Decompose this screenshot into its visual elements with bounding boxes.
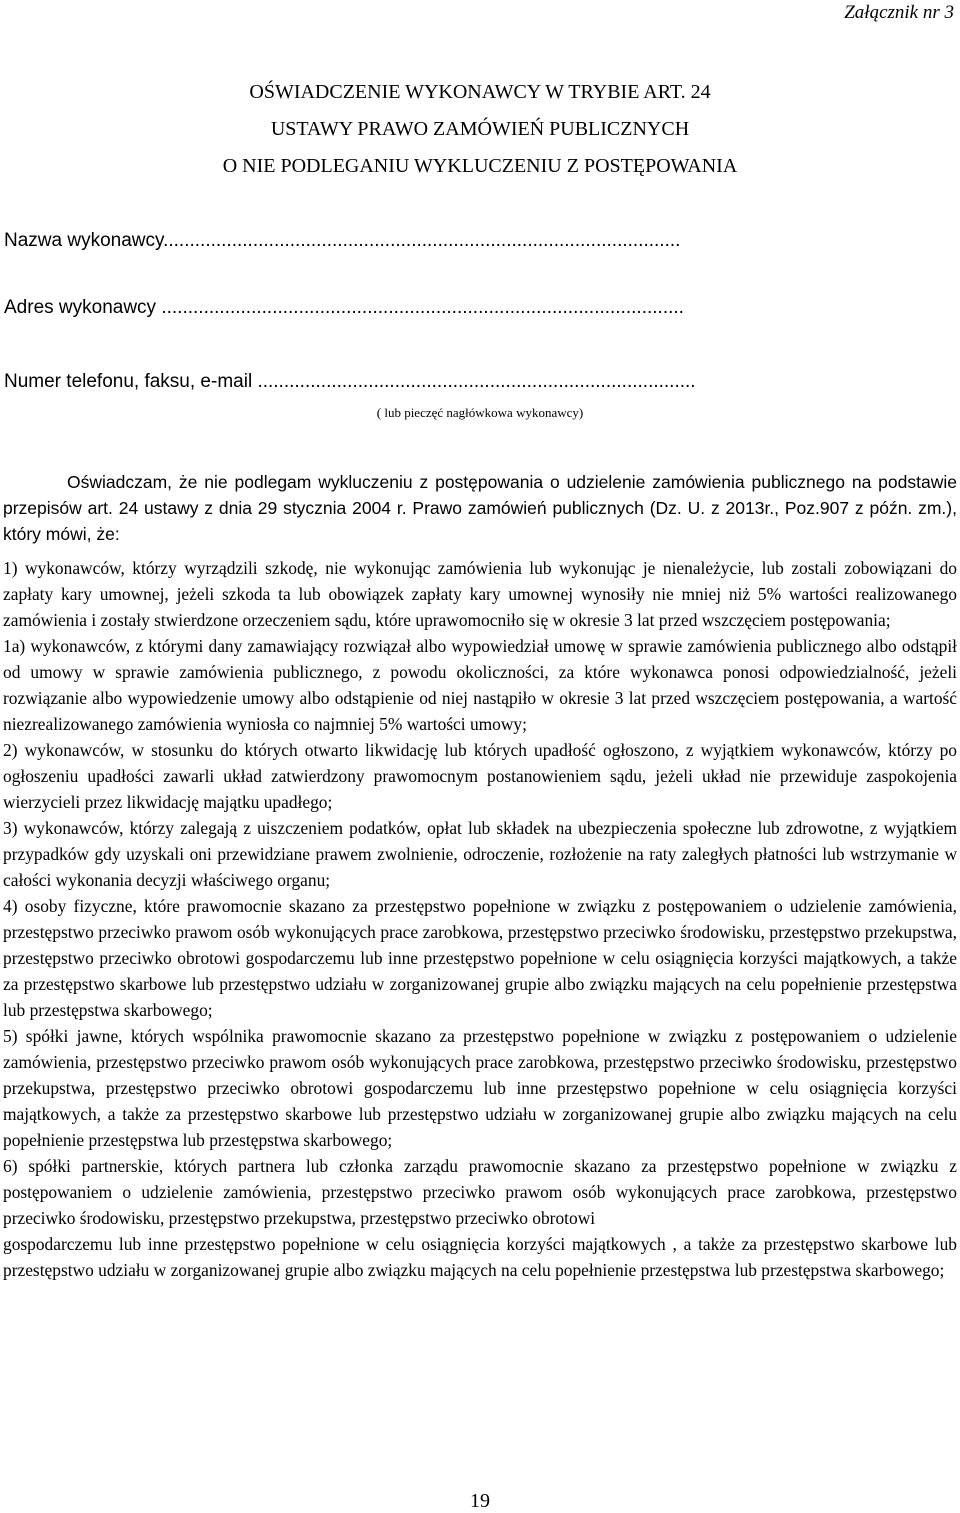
list-item: 3) wykonawców, którzy zalegają z uiszczeniem podatków, opłat lub składek na ubezpieczenia społeczne lub zdrowotne, z wyjątkiem przypadków gdy uzyskali oni przewidziane prawem zwolnienie, odroczenie, rozłożenie na raty zaległych płatności lub wstrzymanie w całości wykonania decyzji właściwego organu; [3,818,957,890]
title-line-1: OŚWIADCZENIE WYKONAWCY W TRYBIE ART. 24 [249,81,711,103]
list-item: 4) osoby fizyczne, które prawomocnie skazano za przestępstwo popełnione w związku z postępowaniem o udzielenie zamówienia, przestępstwo przeciwko prawom osób wykonujących prace zarobkowa, przestępstwo przeciwko środowisku, przestępstwo przekupstwa, przestępstwo przeciwko obrotowi gospodarczemu lub inne przestępstwo popełnione w celu osiągnięcia korzyści majątkowych, a także za przestępstwo skarbowe lub przestępstwo udziału w zorganizowanej grupie albo związku mających na celu popełnienie przestępstwa lub przestępstwa skarbowego; [3,896,957,1020]
exclusion-list [3,555,957,1283]
list-item: 1a) wykonawców, z którymi dany zamawiający rozwiązał albo wypowiedział umowę w sprawie zamówienia publicznego albo odstąpił od umowy w sprawie zamówienia publicznego, z powodu okoliczności, za które wykonawca ponosi odpowiedzialność, jeżeli rozwiązanie albo wypowiedzenie umowy albo odstąpienie od niej nastąpiło w okresie 3 lat przed wszczęciem postępowania, a wartość niezrealizowanego zamówienia wyniosła co najmniej 5% wartości umowy; [3,636,957,734]
stamp-note: ( lub pieczęć nagłówkowa wykonawcy) [376,405,584,420]
declaration-lead: Oświadczam, że nie podlegam wykluczeniu z postępowania o udzielenie zamówienia publicznego [67,472,845,492]
list-item: 1) wykonawców, którzy wyrządzili szkodę, nie wykonując zamówienia lub wykonując je nienależycie, lub zostali zobowiązani do zapłaty kary umownej, jeżeli szkoda ta lub obowiązek zapłaty kary umownej wynosiły nie mniej niż 5% wartości realizowanego zamówienia i zostały stwierdzone orzeczeniem sądu, które uprawomocniło się w okresie 3 lat przed wszczęciem postępowania; [3,558,957,630]
contractor-phone-field: Numer telefonu, faksu, e-mail ................................................................................... [4,371,696,392]
page-number: 19 [470,1490,490,1512]
list-item: gospodarczemu lub inne przestępstwo popełnione w celu osiągnięcia korzyści majątkowych , a także za przestępstwo skarbowe lub przestępstwo udziału w zorganizowanej grupie albo związku mających na celu popełnienie przestępstwa lub przestępstwa skarbowego; [3,1234,957,1280]
attachment-label: Załącznik nr 3 [844,2,954,23]
declaration-legal-basis: na podstawie przepisów art. 24 ustawy z dnia 29 stycznia 2004 r. Prawo zamówień publicznych (Dz. U. z 2013r., Poz.907 z późn. zm.), który mówi, że: [3,472,957,544]
list-item: 2) wykonawców, w stosunku do których otwarto likwidację lub których upadłość ogłoszono, z wyjątkiem wykonawców, którzy po ogłoszeniu upadłości zawarli układ zatwierdzony prawomocnym postanowieniem sądu, jeżeli układ nie przewiduje zaspokojenia wierzycieli przez likwidację majątku upadłego; [3,740,957,812]
contractor-address-field: Adres wykonawcy ................................................................................................... [4,297,684,318]
document-title [0,74,960,185]
title-line-2: USTAWY PRAWO ZAMÓWIEŃ PUBLICZNYCH [270,118,690,140]
declaration-intro [3,469,957,547]
list-item: 6) spółki partnerskie, których partnera lub członka zarządu prawomocnie skazano za przestępstwo popełnione w związku z postępowaniem o udzielenie zamówienia, przestępstwo przeciwko prawom osób wykonujących prace zarobkowa, przestępstwo przeciwko środowisku, przestępstwo przekupstwa, przestępstwo przeciwko obrotowi [3,1156,957,1228]
title-line-3: O NIE PODLEGANIU WYKLUCZENIU Z POSTĘPOWANIA [222,155,738,177]
list-item: 5) spółki jawne, których wspólnika prawomocnie skazano za przestępstwo popełnione w związku z postępowaniem o udzielenie zamówienia, przestępstwo przeciwko prawom osób wykonujących prace zarobkowa, przestępstwo przeciwko środowisku, przestępstwo przekupstwa, przestępstwo przeciwko obrotowi gospodarczemu lub inne przestępstwo popełnione w celu osiągnięcia korzyści majątkowych, a także za przestępstwo skarbowe lub przestępstwo udziału w zorganizowanej grupie albo związku mających na celu popełnienie przestępstwa lub przestępstwa skarbowego; [3,1026,957,1150]
contractor-name-field: Nazwa wykonawcy.................................................................................................. [4,230,681,251]
